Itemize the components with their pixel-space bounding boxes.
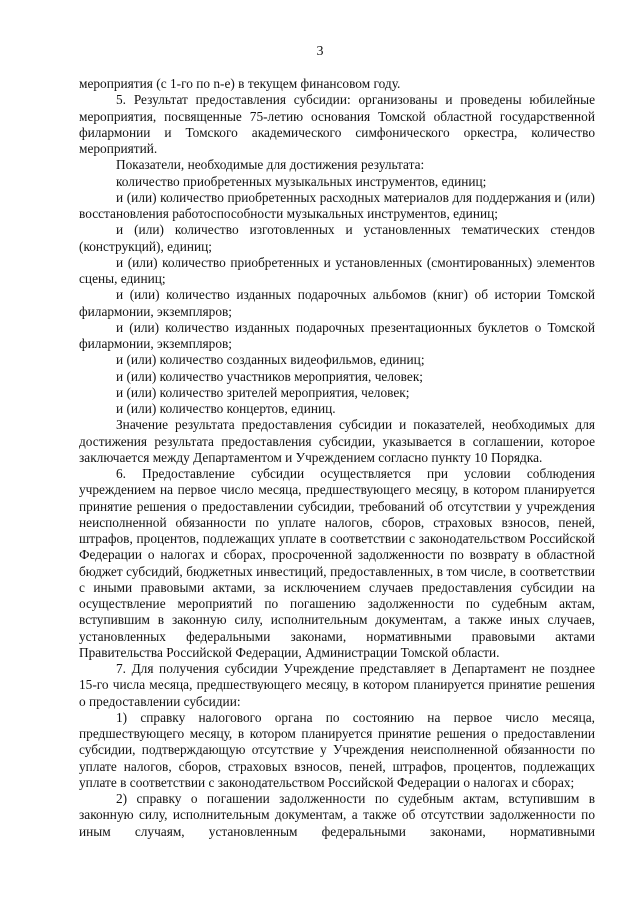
document-body — [79, 76, 595, 840]
paragraph: 2) справку о погашении задолженности по судебным актам, вступившим в законную силу, исполнительным документам, а также об отсутствии задолженности по иным случаям, установленным федеральными законами, нормативными — [79, 791, 595, 839]
paragraph: и (или) количество зрителей мероприятия, человек; — [116, 384, 410, 400]
paragraph: Значение результата предоставления субсидии и показателей, необходимых для достижения результата предоставления субсидии, указывается в соглашении, которое заключается между Департаментом и Учреждением согласно пункту 10 Порядка. — [79, 417, 595, 465]
paragraph: и (или) количество приобретенных и установленных (смонтированных) элементов сцены, единиц; — [79, 254, 595, 286]
paragraph: 7. Для получения субсидии Учреждение представляет в Департамент не позднее 15-го числа месяца, предшествующего месяцу, в котором планируется принятие решения о предоставлении субсидии: — [79, 661, 595, 709]
paragraph: и (или) количество изданных подарочных презентационных буклетов о Томской филармонии, экземпляров; — [79, 319, 595, 351]
paragraph: Показатели, необходимые для достижения результата: — [116, 157, 425, 173]
paragraph: и (или) количество концертов, единиц. — [116, 401, 336, 416]
paragraph: 6. Предоставление субсидии осуществляется при условии соблюдения учреждением на первое число месяца, предшествующего месяцу, в котором планируется принятие решения о предоставлении субсидии, требований об отсутствии у учреждения неисполненной обязанности по уплате налогов, сборов, страховых взносов, пеней, штрафов, процентов, подлежащих уплате в соответствии с законодательством Российской Федерации о налогах и сборах, просроченной задолженности по возврату в областной бюджет субсидий, бюджетных инвестиций, предоставленных, в том числе, в соответствии с иными правовыми актами, за исключением случаев предоставления субсидии на осуществление мероприятий по погашению задолженности по судебным актам, вступившим в законную силу, исполнительным документам, а также иных случаев, установленных федеральными законами, нормативными правовыми актами Правительства Российской Федерации, Администрации Томской области. — [79, 466, 595, 660]
paragraph: и (или) количество изготовленных и установленных тематических стендов (конструкций), единиц; — [79, 222, 595, 254]
paragraph: количество приобретенных музыкальных инструментов, единиц; — [116, 173, 487, 189]
paragraph: и (или) количество приобретенных расходных материалов для поддержания и (или) восстановления работоспособности музыкальных инструментов, единиц; — [79, 189, 595, 221]
paragraph: и (или) количество участников мероприятия, человек; — [116, 368, 424, 384]
page-number: 3 — [316, 44, 324, 59]
paragraph: мероприятия (с 1-го по n-е) в текущем финансовом году. — [79, 76, 401, 91]
paragraph: и (или) количество созданных видеофильмов, единиц; — [116, 352, 425, 368]
paragraph: 1) справку налогового органа по состоянию на первое число месяца, предшествующего месяцу, в котором планируется принятие решения о предоставлении субсидии, подтверждающую отсутствие у Учреждения неисполненной обязанности по уплате налогов, сборов, страховых взносов, пеней, штрафов, процентов, подлежащих уплате в соответствии с законодательством Российской Федерации о налогах и сборах; — [79, 709, 595, 790]
paragraph: и (или) количество изданных подарочных альбомов (книг) об истории Томской филармонии, экземпляров; — [79, 287, 595, 319]
paragraph: 5. Результат предоставления субсидии: организованы и проведены юбилейные мероприятия, посвященные 75-летию основания Томской областной государственной филармонии и Томского академического симфонического оркестра, количество мероприятий. — [79, 92, 595, 156]
